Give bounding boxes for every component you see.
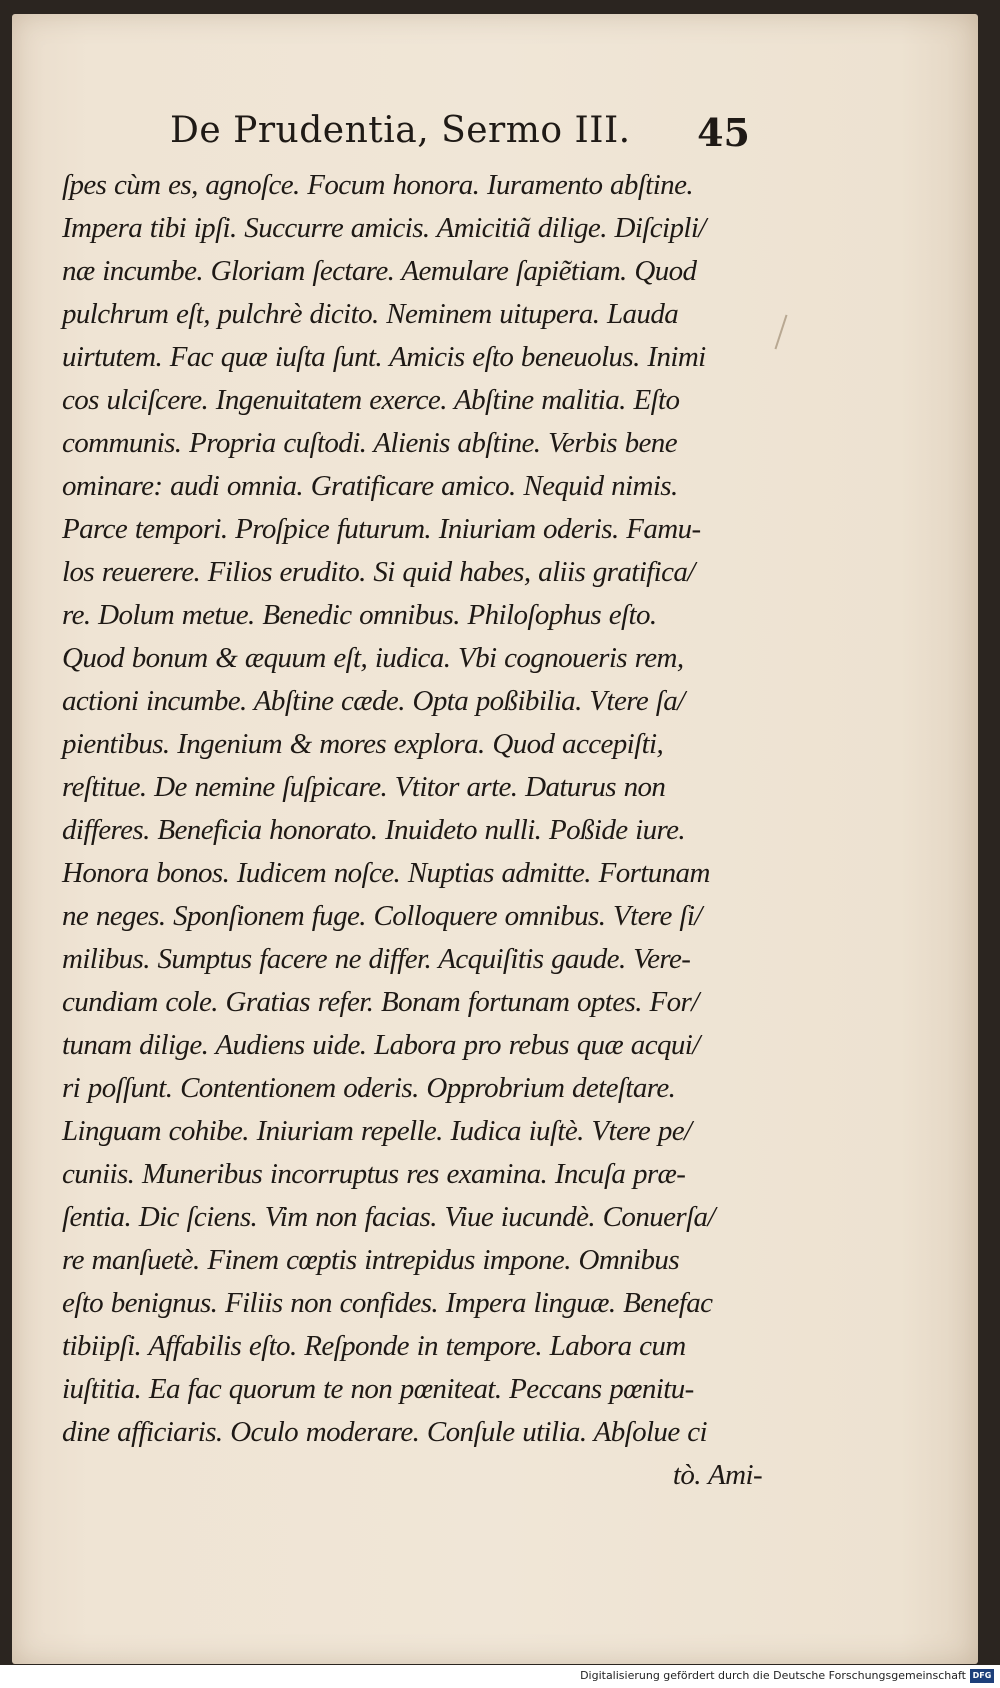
text-line: Impera tibi ipſi. Succurre amicis. Amicitiã dilige. Diſcipli/ — [62, 212, 706, 244]
text-line: tunam dilige. Audiens uide. Labora pro rebus quæ acqui/ — [62, 1029, 700, 1061]
text-line: communis. Propria cuſtodi. Alienis abſtine. Verbis bene — [62, 427, 677, 459]
text-line: differes. Beneficia honorato. Inuideto nulli. Poßide iure. — [62, 814, 686, 846]
running-head: De Prudentia, Sermo III. — [170, 110, 631, 151]
text-line: Linguam cohibe. Iniuriam repelle. Iudica iuſtè. Vtere pe/ — [62, 1115, 692, 1147]
text-line: pulchrum eſt, pulchrè dicito. Neminem uitupera. Lauda — [62, 298, 679, 330]
body-text — [62, 164, 762, 1497]
text-line: ne neges. Sponſionem fuge. Colloquere omnibus. Vtere ſi/ — [62, 900, 702, 932]
text-line: re. Dolum metue. Benedic omnibus. Philoſophus eſto. — [62, 599, 657, 631]
text-line: tibiipſi. Affabilis eſto. Reſponde in tempore. Labora cum — [62, 1330, 686, 1362]
text-line: cuniis. Muneribus incorruptus res examina. Incuſa præ- — [62, 1158, 686, 1190]
digitization-footer — [0, 1665, 1000, 1688]
text-line: Parce tempori. Proſpice futurum. Iniuriam oderis. Famu- — [62, 513, 701, 545]
text-line: ſpes cùm es, agnoſce. Focum honora. Iuramento abſtine. — [62, 169, 694, 201]
text-line: dine afficiaris. Oculo moderare. Conſule utilia. Abſolue ci — [62, 1416, 707, 1448]
text-line: ri poſſunt. Contentionem oderis. Opprobrium deteſtare. — [62, 1072, 676, 1104]
catchword: tò. Ami- — [672, 1459, 762, 1491]
text-line: ſentia. Dic ſciens. Vim non facias. Viue iucundè. Conuerſa/ — [62, 1201, 715, 1233]
margin-mark — [774, 315, 787, 350]
text-line: milibus. Sumptus facere ne differ. Acquiſitis gaude. Vere- — [62, 943, 691, 975]
text-line: næ incumbe. Gloriam ſectare. Aemulare ſapiẽtiam. Quod — [62, 255, 697, 287]
page-header — [170, 110, 750, 160]
text-line: los reuerere. Filios erudito. Si quid habes, aliis gratifica/ — [62, 556, 695, 588]
text-line: uirtutem. Fac quæ iuſta ſunt. Amicis eſto beneuolus. Inimi — [62, 341, 706, 373]
funding-credit: Digitalisierung gefördert durch die Deutsche Forschungsgemeinschaft — [580, 1669, 966, 1682]
text-line: re manſuetè. Finem cœptis intrepidus impone. Omnibus — [62, 1244, 680, 1276]
text-line: Quod bonum & æquum eſt, iudica. Vbi cognoueris rem, — [62, 642, 684, 674]
page-number: 45 — [697, 110, 750, 155]
text-line: Honora bonos. Iudicem noſce. Nuptias admitte. Fortunam — [62, 857, 710, 889]
text-line: iuſtitia. Ea fac quorum te non pœniteat. Peccans pœnitu- — [62, 1373, 694, 1405]
text-line: cundiam cole. Gratias refer. Bonam fortunam optes. For/ — [62, 986, 699, 1018]
dfg-logo-icon: DFG — [970, 1669, 994, 1683]
text-line: ominare: audi omnia. Gratificare amico. Nequid nimis. — [62, 470, 678, 502]
text-line: actioni incumbe. Abſtine cæde. Opta poßibilia. Vtere ſa/ — [62, 685, 685, 717]
text-line: eſto benignus. Filiis non confides. Impera linguæ. Benefac — [62, 1287, 713, 1319]
text-line: pientibus. Ingenium & mores explora. Quod accepiſti, — [62, 728, 664, 760]
text-line: cos ulciſcere. Ingenuitatem exerce. Abſtine malitia. Eſto — [62, 384, 680, 416]
book-page — [12, 14, 978, 1664]
text-line: reſtitue. De nemine ſuſpicare. Vtitor arte. Daturus non — [62, 771, 666, 803]
